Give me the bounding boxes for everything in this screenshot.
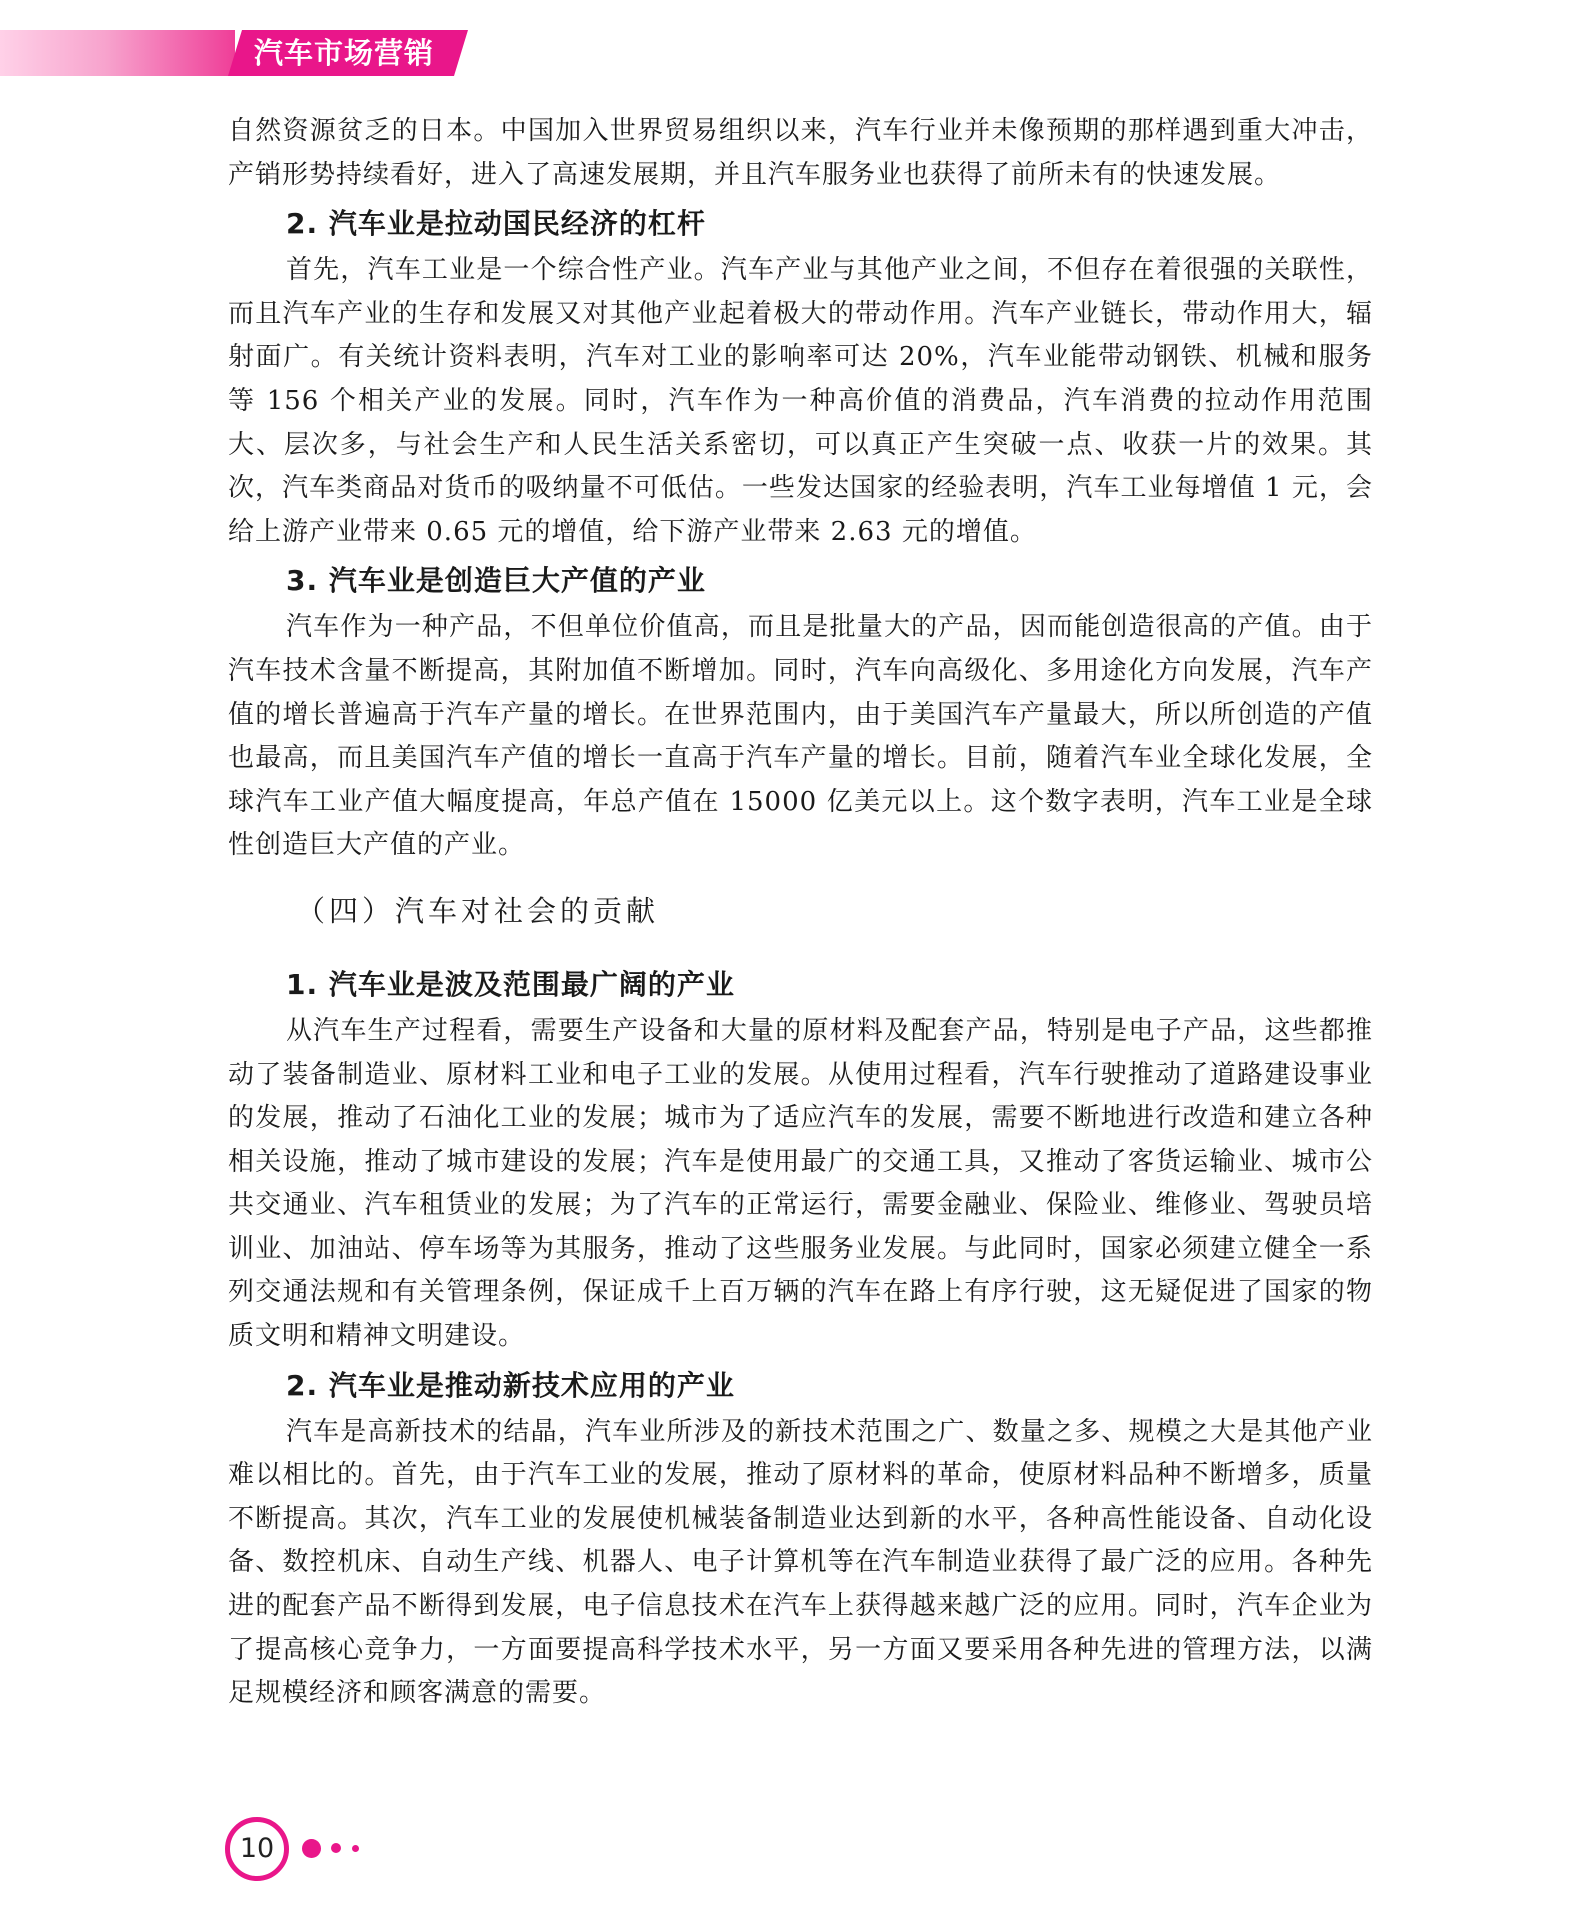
paragraph-widest-reach: 从汽车生产过程看，需要生产设备和大量的原材料及配套产品，特别是电子产品，这些都推动了装备制造业、原材料工业和电子工业的发展。从使用过程看，汽车行驶推动了道路建设事业的发展，推动了石油化工业的发展；城市为了适应汽车的发展，需要不断地进行改造和建立各种相关设施，推动了城市建设的发展；汽车是使用最广的交通工具，又推动了客货运输业、城市公共交通业、汽车租赁业的发展；为了汽车的正常运行，需要金融业、保险业、维修业、驾驶员培训业、加油站、停车场等为其服务，推动了这些服务业发展。与此同时，国家必须建立健全一系列交通法规和有关管理条例，保证成千上百万辆的汽车在路上有序行驶，这无疑促进了国家的物质文明和精神文明建设。	[228, 1015, 1373, 1352]
subheading-output-value: 3. 汽车业是创造巨大产值的产业	[286, 564, 706, 598]
section-heading-society: （四）汽车对社会的贡献	[296, 893, 660, 928]
subheading-lever: 2. 汽车业是拉动国民经济的杠杆	[286, 207, 706, 241]
decorative-dot-small	[352, 1845, 359, 1852]
running-header-title: 汽车市场营销	[254, 36, 435, 70]
subheading-widest-reach: 1. 汽车业是波及范围最广阔的产业	[286, 967, 735, 1001]
paragraph-output-value: 汽车作为一种产品，不但单位价值高，而且是批量大的产品，因而能创造很高的产值。由于汽车技术含量不断提高，其附加值不断增加。同时，汽车向高级化、多用途化方向发展，汽车产值的增长普遍高于汽车产量的增长。在世界范围内，由于美国汽车产量最大，所以所创造的产值也最高，而且美国汽车产值的增长一直高于汽车产量的增长。目前，随着汽车业全球化发展，全球汽车工业产值大幅度提高，年总产值在 15000 亿美元以上。这个数字表明，汽车工业是全球性创造巨大产值的产业。	[228, 612, 1373, 861]
paragraph-lever: 首先，汽车工业是一个综合性产业。汽车产业与其他产业之间，不但存在着很强的关联性，而且汽车产业的生存和发展又对其他产业起着极大的带动作用。汽车产业链长，带动作用大，辐射面广。有关统计资料表明，汽车对工业的影响率可达 20%，汽车业能带动钢铁、机械和服务等 156 个相关产业的发展。同时，汽车作为一种高价值的消费品，汽车消费的拉动作用范围大、层次多，与社会生产和人民生活关系密切，可以真正产生突破一点、收获一片的效果。其次，汽车类商品对货币的吸纳量不可低估。一些发达国家的经验表明，汽车工业每增值 1 元，会给上游产业带来 0.65 元的增值，给下游产业带来 2.63 元的增值。	[228, 255, 1373, 547]
paragraph-new-technology: 汽车是高新技术的结晶，汽车业所涉及的新技术范围之广、数量之多、规模之大是其他产业难以相比的。首先，由于汽车工业的发展，推动了原材料的革命，使原材料品种不断增多，质量不断提高。其次，汽车工业的发展使机械装备制造业达到新的水平，各种高性能设备、自动化设备、数控机床、自动生产线、机器人、电子计算机等在汽车制造业获得了最广泛的应用。各种先进的配套产品不断得到发展，电子信息技术在汽车上获得越来越广泛的应用。同时，汽车企业为了提高核心竞争力，一方面要提高科学技术水平，另一方面又要采用各种先进的管理方法，以满足规模经济和顾客满意的需要。	[228, 1416, 1373, 1709]
page-body	[228, 110, 1373, 1716]
decorative-dot-medium	[331, 1843, 341, 1853]
decorative-dot-large	[302, 1839, 321, 1858]
paragraph-continued: 自然资源贫乏的日本。中国加入世界贸易组织以来，汽车行业并未像预期的那样遇到重大冲击，产销形势持续看好，进入了高速发展期，并且汽车服务业也获得了前所未有的快速发展。	[228, 116, 1373, 190]
header-band	[0, 30, 235, 76]
subheading-new-technology: 2. 汽车业是推动新技术应用的产业	[286, 1368, 735, 1402]
page-number: 10	[225, 1817, 289, 1881]
